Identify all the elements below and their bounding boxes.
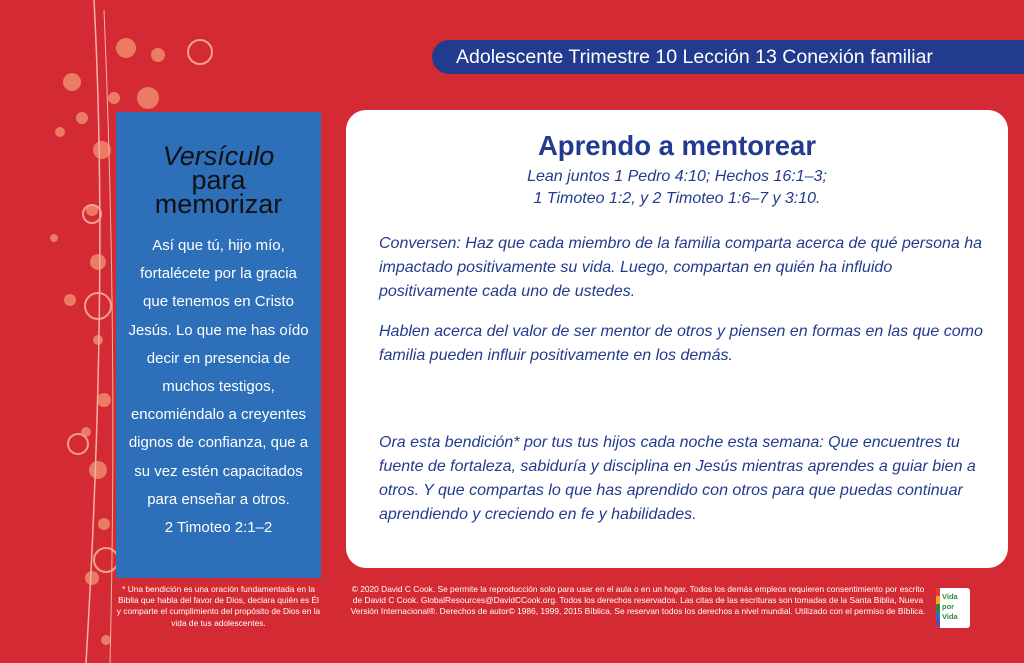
memory-verse-reference: 2 Timoteo 2:1–2 — [164, 519, 273, 537]
memory-verse-title — [116, 141, 321, 219]
activity-title: Aprendo a mentorear — [537, 130, 817, 161]
logo-text — [942, 592, 970, 622]
header-bar — [432, 40, 1024, 74]
reading-line-1: Lean juntos 1 Pedro 4:10; Hechos 16:1–3; — [527, 168, 827, 185]
logo-line-3: Vida — [942, 612, 958, 621]
activity-paragraph-1: Conversen: Haz que cada miembro de la familia comparta acerca de qué persona ha impactado positivamente su vida. Luego, compartan en quién ha influido positivamente cada uno de ustedes. — [379, 235, 982, 300]
memory-verse-text: Así que tú, hijo mío, fortalécete por la gracia que tenemos en Cristo Jesús. Lo que me has oído decir en presencia de muchos testigos, encomiéndalo a creyentes dignos de confianza, que a su vez estén capacitados para enseñar a otros. — [128, 237, 309, 508]
activity-card — [346, 110, 1008, 568]
logo-line-1: Vida — [942, 592, 958, 601]
reading-line-2: 1 Timoteo 1:2, y 2 Timoteo 1:6–7 y 3:10. — [533, 190, 821, 207]
memory-title-line-3: memorizar — [154, 189, 283, 219]
activity-paragraph-3: Ora esta bendición* por tus tus hijos cada noche esta semana: Que encuentres tu fuente de fortaleza, sabiduría y disciplina en Jesús mientras aprendes a guiar bien a otros. Y que compartas lo que has aprendido con otros para que puedas continuar aprendiendo y creciendo en fe y habilidades. — [379, 434, 976, 523]
memory-verse-text-block — [126, 232, 311, 542]
vida-por-vida-logo — [936, 588, 970, 628]
reading-references — [346, 166, 1008, 210]
memory-title-line-1: Versículo — [162, 141, 275, 171]
copyright-notice: © 2020 David C Cook. Se permite la reproducción solo para usar en el aula o en un hogar. Todos los demás empleos requieren consentimiento por escrito de David C Cook. GlobalResources@DavidCCook.org. Todos los derechos reservados. Las citas de las escrituras son tomadas de la Santa Biblia, Nueva Versión Internacional®. Derechos de autor© 1986, 1999, 2015 Bíblica. Se reservan todos los derechos a nivel mundial. Utilizado con el permiso de Bíblica. — [350, 584, 926, 617]
memory-verse-panel — [116, 112, 321, 578]
blessing-footnote: * Una bendición es una oración fundamentada en la Biblia que habla del favor de Dios, declara quién es Él y comparte el cumplimiento del propósito de Dios en la vida de tus adolescentes. — [116, 584, 321, 628]
header-title: Adolescente Trimestre 10 Lección 13 Conexión familiar — [456, 46, 933, 68]
memory-title-line-2: para — [191, 165, 246, 195]
logo-line-2: por — [942, 602, 955, 611]
activity-paragraph-2: Hablen acerca del valor de ser mentor de otros y piensen en formas en las que como familia pueden influir positivamente en los demás. — [379, 323, 983, 364]
